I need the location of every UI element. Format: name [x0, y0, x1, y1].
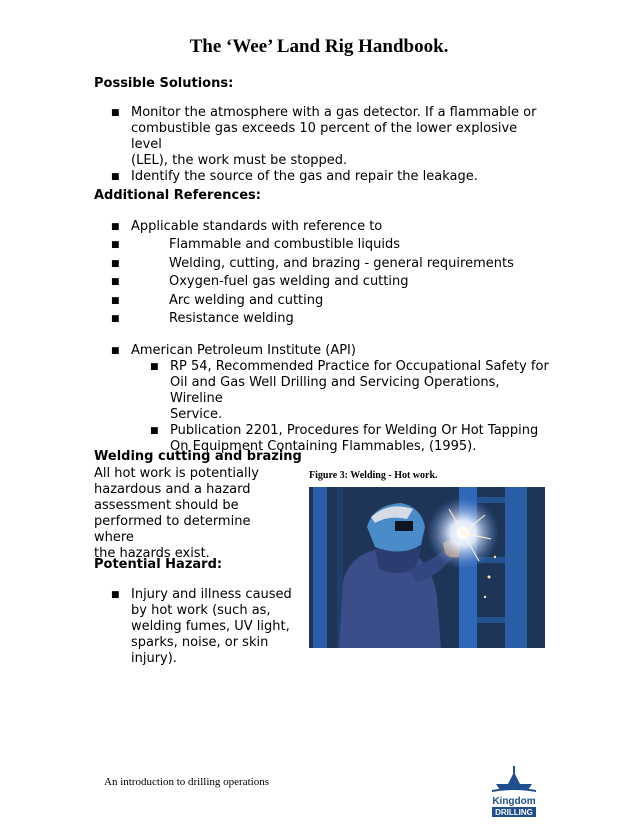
list-item	[111, 218, 551, 236]
welding-heading: Welding cutting and brazing	[94, 449, 302, 464]
standard-item: Resistance welding	[169, 311, 294, 327]
list-item	[111, 343, 551, 359]
paragraph-line: performed to determine where	[94, 514, 251, 545]
standard-item: Flammable and combustible liquids	[169, 237, 401, 253]
footer-text: An introduction to drilling operations	[104, 776, 269, 788]
hazard-list	[111, 587, 311, 667]
list-item-line: Identify the source of the gas and repair the leakage.	[131, 169, 478, 184]
additional-references-heading: Additional References:	[94, 188, 261, 203]
list-item	[150, 359, 550, 423]
bullet-icon: ■	[111, 172, 120, 182]
bullet-icon: ■	[111, 240, 120, 251]
list-item-line: Oil and Gas Well Drilling and Servicing Operations, Wireline	[170, 375, 500, 406]
list-item-line: injury).	[131, 651, 177, 666]
list-item-line: RP 54, Recommended Practice for Occupational Safety for	[170, 359, 549, 374]
bullet-icon: ■	[111, 346, 120, 356]
list-item-line: Monitor the atmosphere with a gas detector. If a flammable or	[131, 105, 537, 120]
list-item	[111, 310, 551, 328]
bullet-icon: ■	[111, 258, 120, 269]
logo-line1: Kingdom	[492, 796, 536, 807]
kingdom-drilling-logo	[488, 764, 540, 818]
list-item-line: On Equipment Containing Flammables, (1995).	[170, 439, 477, 454]
list-item-line: (LEL), the work must be stopped.	[131, 153, 348, 168]
api-list	[111, 343, 551, 359]
list-item-line: combustible gas exceeds 10 percent of the lower explosive level	[131, 121, 518, 152]
paragraph-line: All hot work is potentially	[94, 466, 259, 481]
welding-paragraph	[94, 466, 294, 562]
possible-solutions-heading: Possible Solutions:	[94, 76, 234, 91]
standard-item: Oxygen-fuel gas welding and cutting	[169, 274, 409, 290]
list-item	[111, 255, 551, 273]
list-item-line: Service.	[170, 407, 223, 422]
bullet-icon: ■	[111, 222, 120, 232]
logo-line2: DRILLING	[495, 808, 533, 817]
list-item-line: Injury and illness caused	[131, 587, 292, 602]
standard-item: Arc welding and cutting	[169, 292, 324, 308]
list-item	[111, 587, 311, 667]
api-heading: American Petroleum Institute (API)	[131, 343, 356, 358]
page-title: The ‘Wee’ Land Rig Handbook.	[189, 36, 449, 57]
list-item	[111, 236, 551, 254]
list-item	[111, 105, 551, 169]
drilling-rig-icon	[488, 764, 540, 818]
list-item-line: welding fumes, UV light,	[131, 619, 290, 634]
list-item	[111, 273, 551, 291]
standard-item: Welding, cutting, and brazing - general requirements	[169, 255, 514, 271]
list-item-line: by hot work (such as,	[131, 603, 271, 618]
bullet-icon: ■	[150, 362, 159, 372]
list-item	[111, 292, 551, 310]
bullet-icon: ■	[111, 277, 120, 288]
api-sublist	[150, 359, 550, 455]
list-item-line: Publication 2201, Procedures for Welding Or Hot Tapping	[170, 423, 539, 438]
bullet-icon: ■	[111, 314, 120, 325]
paragraph-line: hazardous and a hazard	[94, 482, 251, 497]
bullet-icon: ■	[111, 295, 120, 306]
paragraph-line: the hazards exist.	[94, 546, 210, 561]
list-item-line: sparks, noise, or skin	[131, 635, 269, 650]
standards-list	[111, 218, 551, 328]
welding-photo-illustration	[309, 487, 545, 648]
bullet-icon: ■	[111, 590, 120, 600]
bullet-icon: ■	[111, 108, 120, 118]
standards-intro: Applicable standards with reference to	[131, 219, 383, 234]
paragraph-line: assessment should be	[94, 498, 239, 513]
list-item	[111, 169, 551, 185]
welding-photo	[309, 487, 545, 648]
possible-solutions-list	[111, 105, 551, 185]
potential-hazard-heading: Potential Hazard:	[94, 557, 223, 572]
bullet-icon: ■	[150, 426, 159, 436]
figure-caption: Figure 3: Welding - Hot work.	[309, 470, 438, 481]
